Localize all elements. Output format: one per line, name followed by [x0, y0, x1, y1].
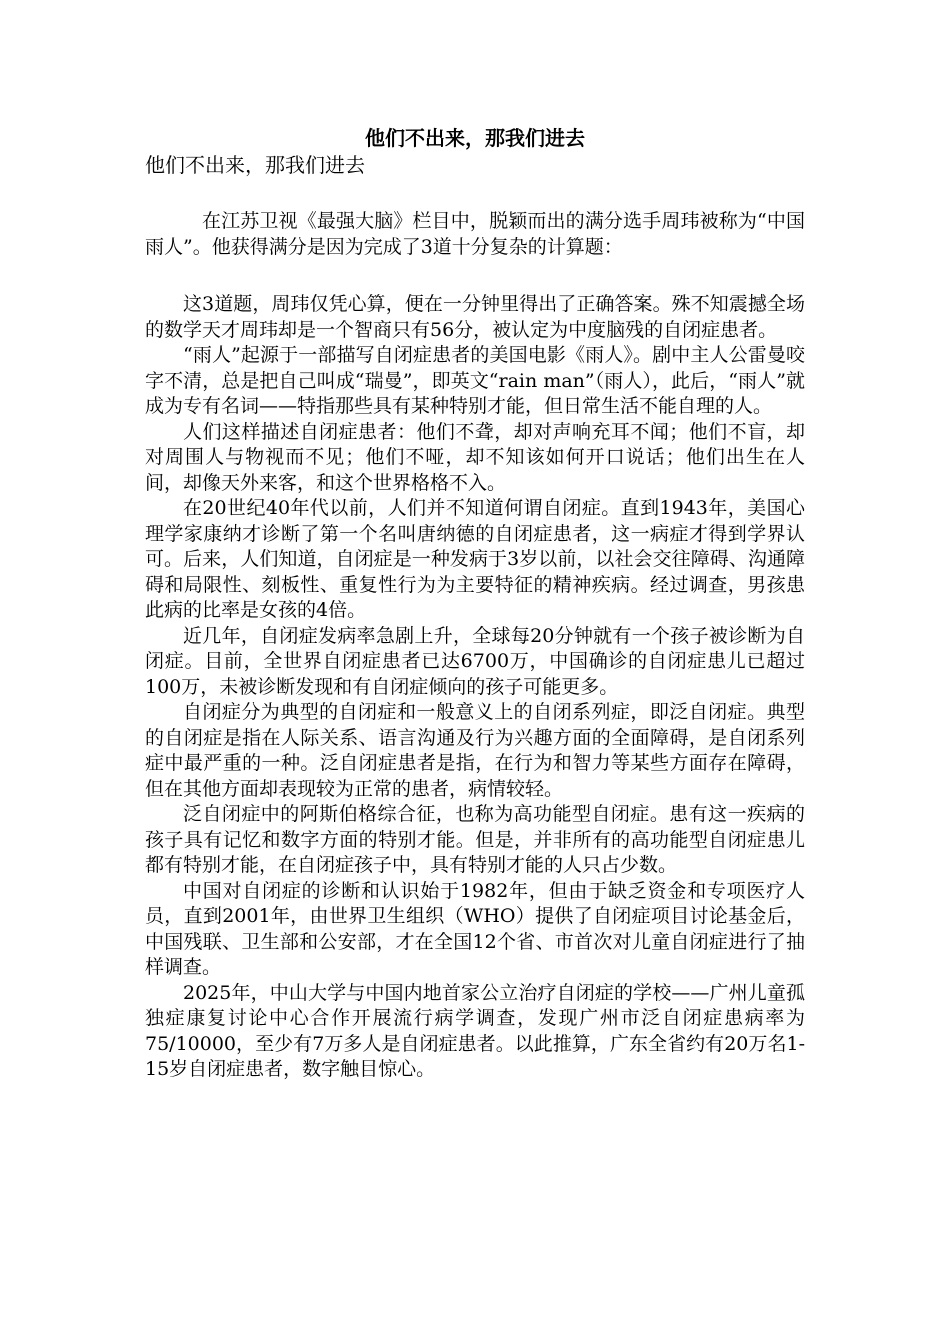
paragraph: 中国对自闭症的诊断和认识始于1982年，但由于缺乏资金和专项医疗人员，直到2001年，由世界卫生组织（WHO）提供了自闭症项目讨论基金后，中国残联、卫生部和公安部，才在全国12个省、市首次对儿童自闭症进行了抽样调查。 [145, 879, 805, 978]
document-title: 他们不出来，那我们进去 [365, 126, 585, 150]
paragraph-intro: 在江苏卫视《最强大脑》栏目中，脱颖而出的满分选手周玮被称为“中国雨人”。他获得满分是因为完成了3道十分复杂的计算题： [145, 210, 805, 258]
paragraph: “雨人”起源于一部描写自闭症患者的美国电影《雨人》。剧中主人公雷曼咬字不清，总是把自己叫成“瑞曼”，即英文“rain man”（雨人），此后，“雨人”就成为专有名词——特指那些具有某种特别才能，但日常生活不能自理的人。 [145, 344, 805, 417]
blank-line [145, 178, 805, 209]
document-subtitle: 他们不出来，那我们进去 [145, 153, 365, 177]
document-page [145, 124, 805, 1083]
paragraph: 近几年，自闭症发病率急剧上升，全球每20分钟就有一个孩子被诊断为自闭症。目前，全世界自闭症患者已达6700万，中国确诊的自闭症患儿已超过100万，未被诊断发现和有自闭症倾向的孩子可能更多。 [145, 624, 805, 698]
paragraph: 2025年，中山大学与中国内地首家公立治疗自闭症的学校——广州儿童孤独症康复讨论中心合作开展流行病学调查，发现广州市泛自闭症患病率为75/10000，至少有7万多人是自闭症患者。以此推算，广东全省约有20万名1-15岁自闭症患者，数字触目惊心。 [145, 981, 805, 1080]
blank-line [145, 260, 805, 292]
paragraph: 泛自闭症中的阿斯伯格综合征，也称为高功能型自闭症。患有这一疾病的孩子具有记忆和数字方面的特别才能。但是，并非所有的高功能型自闭症患儿都有特别才能，在自闭症孩子中，具有特别才能的人只占少数。 [145, 803, 805, 876]
paragraph: 自闭症分为典型的自闭症和一般意义上的自闭系列症，即泛自闭症。典型的自闭症是指在人际关系、语言沟通及行为兴趣方面的全面障碍，是自闭系列症中最严重的一种。泛自闭症患者是指，在行为和智力等某些方面存在障碍，但在其他方面却表现较为正常的患者，病情较轻。 [145, 701, 805, 800]
paragraph: 人们这样描述自闭症患者：他们不聋，却对声响充耳不闻；他们不盲，却对周围人与物视而不见；他们不哑，却不知该如何开口说话；他们出生在人间，却像天外来客，和这个世界格格不入。 [145, 420, 805, 494]
paragraph: 这3道题，周玮仅凭心算，便在一分钟里得出了正确答案。殊不知震撼全场的数学天才周玮却是一个智商只有56分，被认定为中度脑残的自闭症患者。 [145, 293, 805, 341]
paragraph: 在20世纪40年代以前，人们并不知道何谓自闭症。直到1943年，美国心理学家康纳才诊断了第一个名叫唐纳德的自闭症患者，这一病症才得到学界认可。后来，人们知道，自闭症是一种发病于3岁以前，以社会交往障碍、沟通障碍和局限性、刻板性、重复性行为为主要特征的精神疾病。经过调查，男孩患此病的比率是女孩的4倍。 [145, 497, 805, 621]
